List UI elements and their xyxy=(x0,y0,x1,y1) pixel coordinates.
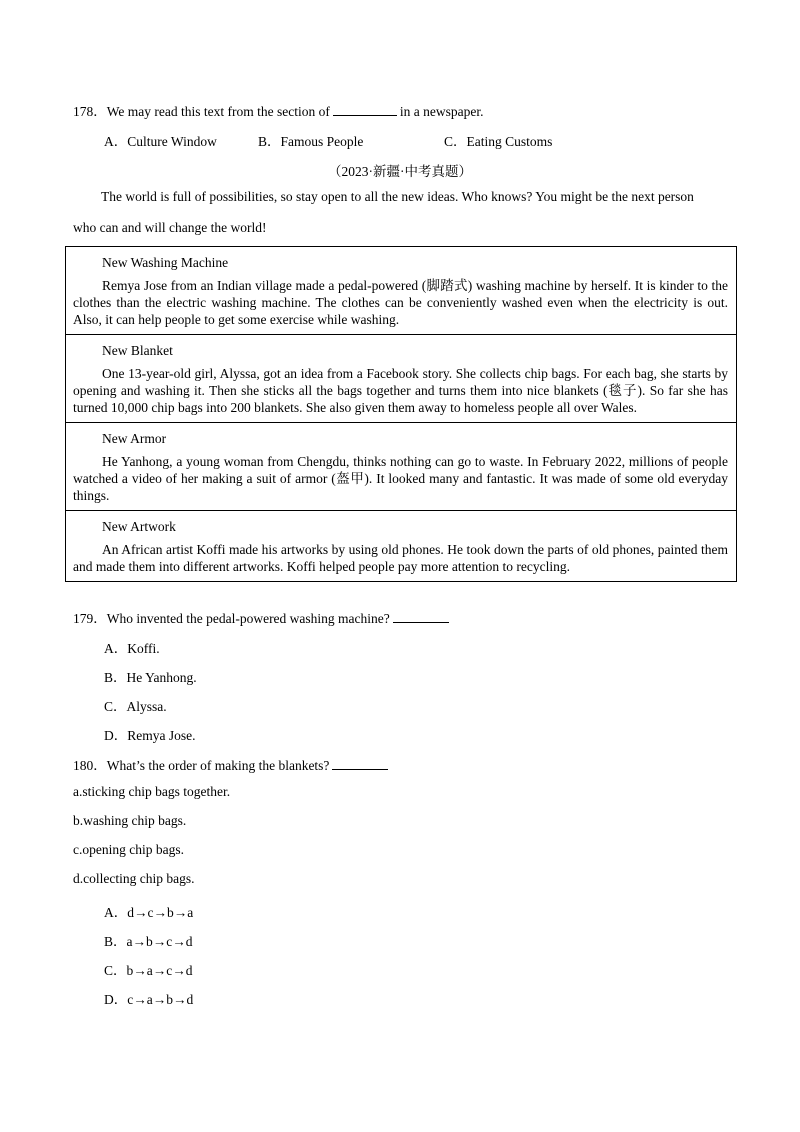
passage-title: New Armor xyxy=(102,431,167,446)
passage-body: One 13-year-old girl, Alyssa, got an idea from a Facebook story. She collects chip bags. For each bag, she starts by opening and washing it. Then she sticks all the bags together and turns them into nice blankets (毯子). So far she has turned 10,000 chip bags into 200 blankets. She also given them away to homeless people all over Wales. xyxy=(73,366,728,415)
passage-body: He Yanhong, a young woman from Chengdu, thinks nothing can go to waste. In February 2022, millions of people watched a video of her making a suit of armor (盔甲). It looked many and fantastic. It was made of some old everyday things. xyxy=(73,454,728,503)
question-number: 179． xyxy=(73,611,107,626)
passage-body: Remya Jose from an Indian village made a pedal-powered (脚踏式) washing machine by herself. It is kinder to the clothes than the electric washing machine. The clothes can be conveniently washed even when the electricity is out. Also, it can help people to get some exercise while washing. xyxy=(73,278,728,327)
answer-blank xyxy=(393,609,449,623)
question-178 xyxy=(73,100,483,120)
option-b: B．Famous People xyxy=(258,134,364,149)
option-d: D．c→a→b→d xyxy=(104,992,194,1007)
option-a: A．Koffi. xyxy=(104,641,160,656)
question-stem-end: in a newspaper. xyxy=(399,104,484,119)
source-note: （2023·新疆·中考真题） xyxy=(328,164,472,179)
question-stem: We may read this text from the section of xyxy=(106,104,330,119)
passage-title: New Washing Machine xyxy=(102,255,229,270)
passage-table xyxy=(65,246,737,582)
passage-blanket xyxy=(66,334,736,422)
option-b: B．a→b→c→d xyxy=(104,934,193,949)
option-c: C．Eating Customs xyxy=(444,134,553,149)
passage-title: New Blanket xyxy=(102,343,173,358)
step-b: b.washing chip bags. xyxy=(73,813,187,828)
question-stem: What’s the order of making the blankets? xyxy=(106,758,330,773)
option-a: A．d→c→b→a xyxy=(104,905,194,920)
question-stem: Who invented the pedal-powered washing machine? xyxy=(106,611,390,626)
answer-blank xyxy=(333,102,397,116)
question-number: 180． xyxy=(73,758,107,773)
option-d: D．Remya Jose. xyxy=(104,728,196,743)
question-180 xyxy=(73,754,391,774)
intro-line-2: who can and will change the world! xyxy=(73,220,267,235)
option-c: C．b→a→c→d xyxy=(104,963,193,978)
passage-title: New Artwork xyxy=(102,519,176,534)
step-a: a.sticking chip bags together. xyxy=(73,784,231,799)
passage-artwork xyxy=(66,510,736,581)
step-c: c.opening chip bags. xyxy=(73,842,184,857)
intro-line-1: The world is full of possibilities, so stay open to all the new ideas. Who knows? You might be the next person xyxy=(101,189,694,204)
passage-body: An African artist Koffi made his artworks by using old phones. He took down the parts of old phones, painted them and made them into different artworks. Koffi helped people pay more attention to recycling. xyxy=(73,542,728,574)
question-number: 178． xyxy=(73,104,107,119)
question-179 xyxy=(73,607,452,627)
option-c: C．Alyssa. xyxy=(104,699,167,714)
passage-armor xyxy=(66,422,736,510)
option-b: B．He Yanhong. xyxy=(104,670,197,685)
option-a: A．Culture Window xyxy=(104,134,217,149)
passage-washing-machine xyxy=(66,247,736,334)
step-d: d.collecting chip bags. xyxy=(73,871,195,886)
answer-blank xyxy=(332,756,388,770)
